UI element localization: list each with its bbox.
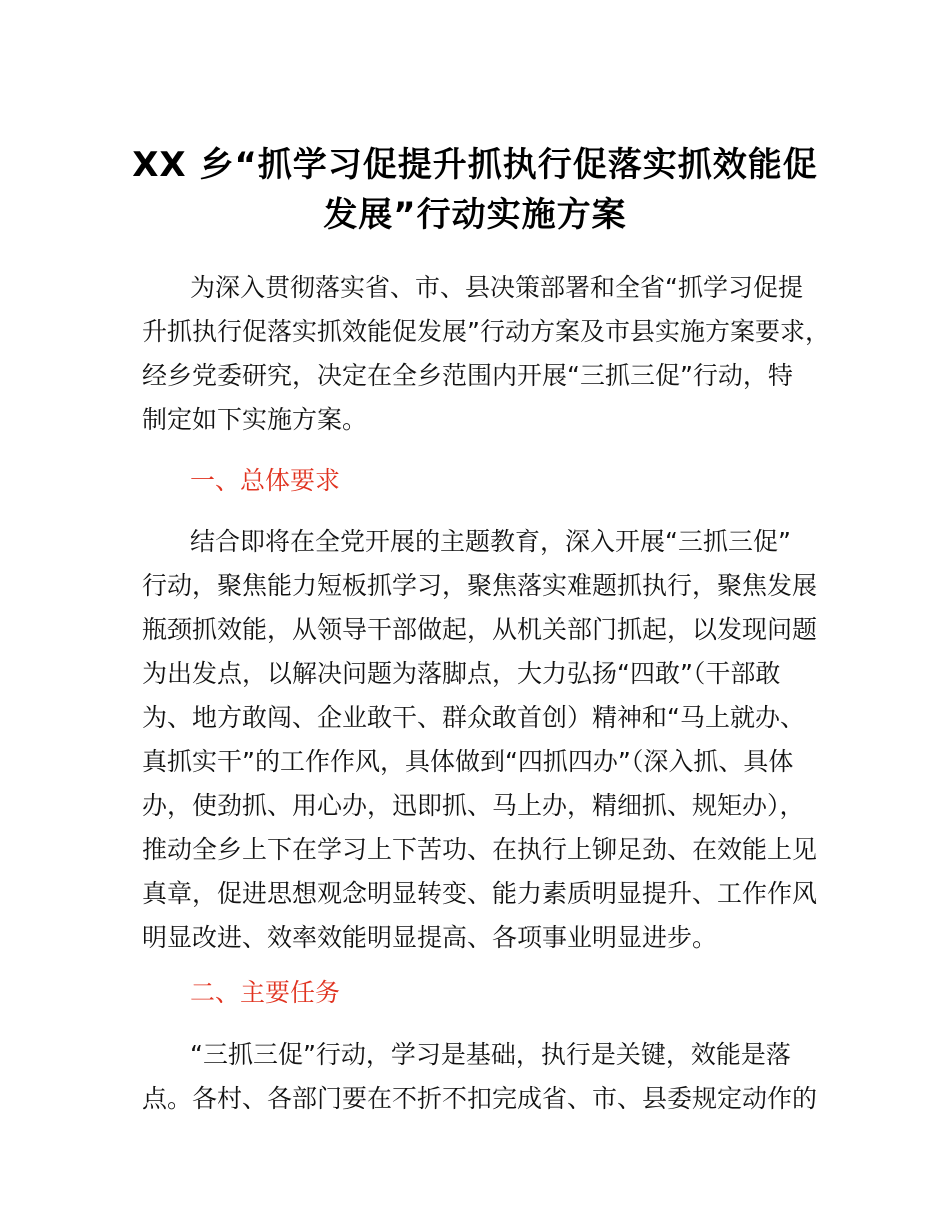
document-title-line-1: XX 乡“抓学习促提升抓执行促落实抓效能促	[132, 145, 818, 185]
section1-line: 真抓实干”的工作作风，具体做到“四抓四办”（深入抓、具体	[142, 747, 794, 776]
section1-line: 为出发点，以解决问题为落脚点，大力弘扬“四敢”（干部敢	[142, 659, 781, 688]
section1-line: 瓶颈抓效能，从领导干部做起，从机关部门抓起，以发现问题	[142, 615, 818, 644]
section1-line: 为、地方敢闯、企业敢干、群众敢首创）精神和“马上就办、	[142, 703, 805, 732]
section1-line: 明显改进、效率效能明显提高、各项事业明显进步。	[142, 923, 718, 952]
section1-line: 结合即将在全党开展的主题教育，深入开展“三抓三促”	[190, 527, 791, 556]
section-heading-main-tasks: 二、主要任务	[190, 978, 341, 1007]
section1-line: 行动，聚焦能力短板抓学习，聚焦落实难题抓执行，聚焦发展	[142, 571, 818, 600]
document-title-line-2: 发展”行动实施方案	[323, 195, 627, 235]
intro-line: 升抓执行促落实抓效能促发展”行动方案及市县实施方案要求，	[142, 317, 830, 346]
intro-line: 制定如下实施方案。	[142, 405, 368, 434]
section1-line: 真章，促进思想观念明显转变、能力素质明显提升、工作作风	[142, 879, 818, 908]
intro-line: 为深入贯彻落实省、市、县决策部署和全省“抓学习促提	[190, 273, 803, 302]
section-heading-general-requirements: 一、总体要求	[190, 466, 341, 495]
section1-line: 推动全乡上下在学习上下苦功、在执行上铆足劲、在效能上见	[142, 835, 818, 864]
section1-line: 办，使劲抓、用心办，迅即抓、马上办，精细抓、规矩办），	[142, 791, 805, 820]
section2-line: 点。各村、各部门要在不折不扣完成省、市、县委规定动作的	[142, 1084, 818, 1113]
section2-line: “三抓三促”行动，学习是基础，执行是关键，效能是落	[190, 1040, 791, 1069]
intro-line: 经乡党委研究，决定在全乡范围内开展“三抓三促”行动，特	[142, 361, 793, 390]
